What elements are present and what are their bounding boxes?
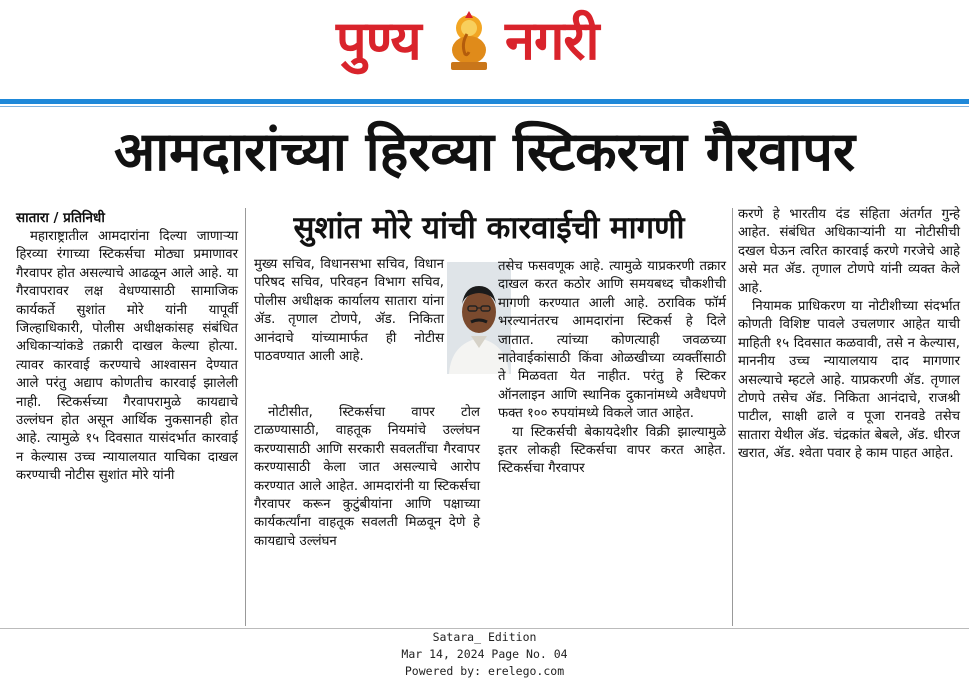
article-paragraph: नियामक प्राधिकरण या नोटीशीच्या संदर्भात कोणती विशिष्ट पावले उचलणार आहेत याची माहिती १५ दिवसात कळवावी, तसे न केल्यास, माननीय उच्च न्यायालयाय दाद मागणार असल्याचे म्हटले आहे. याप्रकरणी ॲड. तृणाल टोणपे तसेच ॲड. निकिता आनंदाचे, राजश्री पाटील, साक्षी ढाले व पूजा रानवडे तसेच सातारा येथील ॲड. चंद्रकांत बेबले, ॲड. धीरज खरात, ॲड. श्वेता पवार हे काम पाहत आहेत. bbox=[738, 299, 960, 462]
page-footer bbox=[0, 628, 969, 684]
article-paragraph: करणे हे भारतीय दंड संहिता अंतर्गत गुन्हे आहेत. संबंधित अधिकाऱ्यांनी या नोटीसीची दखल घेऊन त्वरित कारवाई करणे गरजेचे आहे असे मत ॲड. तृणाल टोणपे यांनी व्यक्त केले आहे. bbox=[738, 207, 960, 296]
article-byline: सातारा / प्रतिनिधी bbox=[16, 210, 105, 226]
masthead-name-right: नगरी bbox=[505, 9, 599, 72]
article-paragraph: तसेच फसवणूक आहे. त्यामुळे याप्रकरणी तक्रार दाखल करत कठोर आणि समयबध्द चौकशीची मागणी करण्यात आली आहे. ठराविक फॉर्म भरल्यानंतरच आमदारांना स्टिकर्स हे दिले जातात. त्यांच्या कोणत्याही जवळच्या नातेवाईकांसाठी किंवा ओळखीच्या व्यक्तींसाठी ते मिळवता येत नाहीत. परंतु हे स्टिकर ऑनलाइन आणि स्थानिक दुकानांमध्ये अवैधपणे फक्त १०० रुपयांमध्ये विकले जात आहेत. bbox=[498, 259, 726, 422]
article-column-2-top bbox=[254, 256, 444, 366]
footer-edition: Satara_ Edition bbox=[432, 630, 537, 644]
masthead-thin-rule bbox=[0, 106, 969, 107]
article-column-3 bbox=[498, 258, 726, 479]
article-paragraph: मुख्य सचिव, विधानसभा सचिव, विधान परिषद सचिव, परिवहन विभाग सचिव, पोलीस अधीक्षक कार्यालय सातारा यांना ॲड. तृणाल टोणपे, ॲड. निकिता आनंदाचे यांच्यामार्फत ही नोटीस पाठवण्यात आली आहे. bbox=[254, 257, 444, 365]
article-column-1 bbox=[16, 208, 238, 486]
article-paragraph: महाराष्ट्रातील आमदारांना दिल्या जाणाऱ्या हिरव्या रंगाच्या स्टिकर्सचा मोठ्या प्रमाणावर गैरवापर होत असल्याचे आढळून आले आहे. या गैरवापरावर लक्ष वेधण्यासाठी सामाजिक कार्यकर्ते सुशांत मोरे यांनी यापूर्वी जिल्हाधिकारी, पोलीस अधीक्षकांसह संबंधित अधिकाऱ्यांकडे तक्रारी दाखल केल्या होत्या. त्यावर कारवाई करण्याचे आश्वासन देण्यात आले परंतु अद्याप कोणतीच कारवाई झालेली नाही. स्टिकर्सच्या गैरवापरामुळे कायद्याचे उल्लंघन होत असून आर्थिक नुकसानही होत आहे. त्यामुळे १५ दिवसात यासंदर्भात कारवाई न केल्यास उच्च न्यायालयात याचिका दाखल करण्याची नोटीस सुशांत मोरे यांनी bbox=[16, 229, 238, 484]
masthead-name-left: पुण्य bbox=[336, 9, 421, 72]
ganesha-emblem-icon bbox=[445, 10, 493, 72]
column-divider bbox=[245, 208, 246, 626]
article-paragraph: या स्टिकर्सची बेकायदेशीर विक्री झाल्यामुळे इतर लोकही स्टिकर्सचा वापर करत आहेत. स्टिकर्सचा गैरवापर bbox=[498, 424, 726, 477]
article-subheadline: सुशांत मोरे यांची कारवाईची मागणी bbox=[293, 210, 685, 246]
masthead bbox=[0, 0, 969, 98]
masthead-rule bbox=[0, 99, 969, 104]
article-paragraph: नोटीसीत, स्टिकर्सचा वापर टोल टाळण्यासाठी, वाहतूक नियमांचे उल्लंघन करण्यासाठी आणि सरकारी सवलतींचा गैरवापर करण्यासाठी केला जात असल्याचे आरोप करण्यात आले आहेत. आमदारांनी या स्टिकर्सचा गैरवापर करून कुटुंबीयांना आणि पक्षाच्या कार्यकर्त्यांना वाहतूक सवलती मिळवून देणे हे कायद्याचे उल्लंघन bbox=[254, 405, 480, 549]
article-column-2-bottom bbox=[254, 404, 480, 551]
footer-powered-by[interactable]: Powered by: erelego.com bbox=[404, 664, 565, 678]
footer-date-page: Mar 14, 2024 Page No. 04 bbox=[401, 647, 568, 661]
article-column-4 bbox=[738, 206, 960, 464]
column-divider bbox=[732, 208, 733, 626]
article-headline: आमदारांच्या हिरव्या स्टिकरचा गैरवापर bbox=[113, 120, 856, 183]
